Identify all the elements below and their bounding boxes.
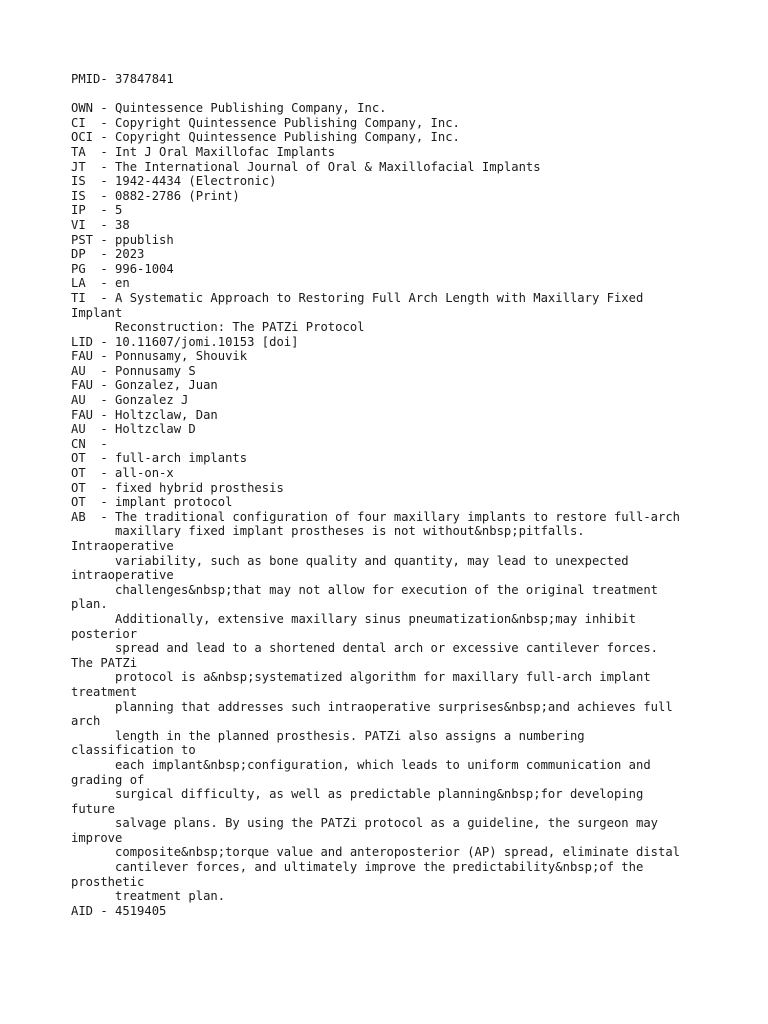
record-line: OT - fixed hybrid prosthesis [71, 480, 284, 495]
record-line: Implant [71, 305, 123, 320]
record-line: OT - full-arch implants [71, 451, 248, 466]
record-line: PMID- 37847841 [71, 72, 174, 86]
record-line: treatment plan. [71, 889, 226, 904]
record-line: grading of [71, 772, 145, 787]
record-line: FAU - Ponnusamy, Shouvik [71, 349, 248, 364]
record-line: VI - 38 [71, 217, 130, 232]
blank-line [71, 87, 761, 102]
record-line: IP - 5 [71, 203, 123, 218]
record-line: AU - Holtzclaw D [71, 422, 196, 437]
record-line: posterior [71, 626, 138, 641]
record-line: intraoperative [71, 568, 174, 583]
record-line: arch [71, 714, 101, 729]
record-line: improve [71, 830, 123, 845]
record-line: IS - 0882-2786 (Print) [71, 188, 240, 203]
record-line: protocol is a&nbsp;systematized algorithm for maxillary full-arch implant [71, 670, 651, 685]
record-line: PG - 996-1004 [71, 261, 174, 276]
record-line: spread and lead to a shortened dental arch or excessive cantilever forces. [71, 641, 658, 656]
record-line: OT - implant protocol [71, 495, 233, 510]
record-line: AID - 4519405 [71, 903, 167, 918]
record-line: each implant&nbsp;configuration, which leads to uniform communication and [71, 757, 651, 772]
record-line: classification to [71, 743, 196, 758]
record-line: Reconstruction: The PATZi Protocol [71, 320, 365, 335]
record-line: FAU - Holtzclaw, Dan [71, 407, 218, 422]
record-line: plan. [71, 597, 108, 612]
record-line: The PATZi [71, 655, 138, 670]
record-line: salvage plans. By using the PATZi protocol as a guideline, the surgeon may [71, 816, 658, 831]
record-line: LID - 10.11607/jomi.10153 [doi] [71, 334, 299, 349]
record-line: variability, such as bone quality and quantity, may lead to unexpected [71, 553, 629, 568]
record-line: AU - Ponnusamy S [71, 363, 196, 378]
record-line: TA - Int J Oral Maxillofac Implants [71, 144, 336, 159]
record-line: CI - Copyright Quintessence Publishing Company, Inc. [71, 115, 460, 130]
record-line: OCI - Copyright Quintessence Publishing Company, Inc. [71, 130, 460, 145]
record-line: LA - en [71, 276, 130, 291]
record-line: AU - Gonzalez J [71, 393, 189, 408]
record-line: Additionally, extensive maxillary sinus pneumatization&nbsp;may inhibit [71, 611, 636, 626]
record-line: OT - all-on-x [71, 466, 174, 481]
record-line: Intraoperative [71, 539, 174, 553]
record-line: planning that addresses such intraoperative surprises&nbsp;and achieves full [71, 699, 673, 714]
record-line: length in the planned prosthesis. PATZi also assigns a numbering [71, 728, 585, 743]
record-line: OWN - Quintessence Publishing Company, Inc. [71, 101, 387, 116]
record-line: challenges&nbsp;that may not allow for execution of the original treatment [71, 582, 658, 597]
record-line: surgical difficulty, as well as predictable planning&nbsp;for developing [71, 787, 644, 802]
record-line: treatment [71, 684, 138, 699]
medline-record [71, 72, 761, 918]
record-line: future [71, 801, 116, 816]
record-line: composite&nbsp;torque value and anteroposterior (AP) spread, eliminate distal [71, 845, 681, 860]
record-line: CN - [71, 436, 108, 451]
record-line: prosthetic [71, 874, 145, 889]
record-line: JT - The International Journal of Oral & Maxillofacial Implants [71, 159, 541, 174]
record-line: cantilever forces, and ultimately improve the predictability&nbsp;of the [71, 860, 644, 875]
record-line: PST - ppublish [71, 232, 174, 247]
record-line: AB - The traditional configuration of four maxillary implants to restore full-arch [71, 509, 681, 524]
record-line: FAU - Gonzalez, Juan [71, 378, 218, 393]
record-line: maxillary fixed implant prostheses is not without&nbsp;pitfalls. [71, 524, 585, 539]
record-line: TI - A Systematic Approach to Restoring Full Arch Length with Maxillary Fixed [71, 290, 644, 305]
record-line: DP - 2023 [71, 247, 145, 262]
record-line: IS - 1942-4434 (Electronic) [71, 174, 277, 189]
